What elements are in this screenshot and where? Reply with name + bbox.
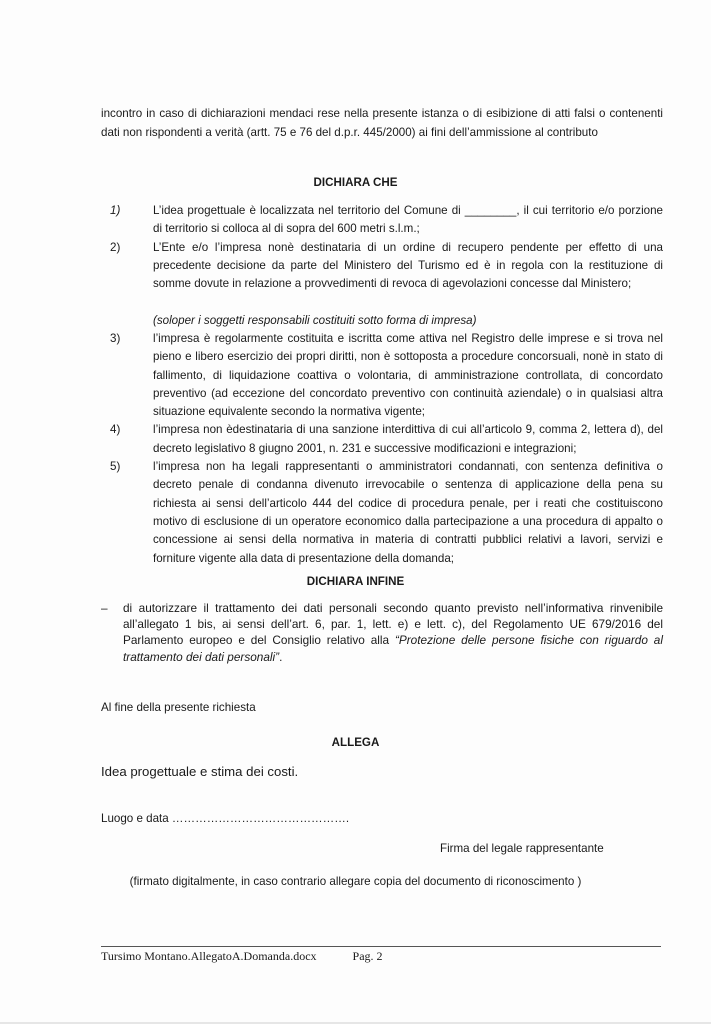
list-item <box>101 600 663 665</box>
dichiara-infine-list <box>101 600 663 665</box>
item-number: 2) <box>110 240 121 254</box>
luogo-data: Luogo e data ………………………………………. <box>101 812 350 825</box>
item-text: L’Ente e/o l’impresa nonè destinataria di un ordine di recupero pendente per effetto di una precedente decisione da parte del Ministero del Turismo ed è in regola con la restituzione di somme dovute in relazione a provvedimenti di revoca di agevolazioni concesse dal Ministero; <box>153 240 663 291</box>
item-text: di autorizzare il trattamento dei dati personali secondo quanto previsto nell’informativa rinvenibile all’allegato 1 bis, ai sensi dell’art. 6, par. 1, lett. e) e lett. c), del Regolamento UE 679/2016 del Parlamento europeo e del Consiglio relativo alla <box>123 601 663 648</box>
dichiara-infine-heading: DICHIARA INFINE <box>306 575 405 588</box>
footer-divider <box>101 946 661 947</box>
firmato-note: (firmato digitalmente, in caso contrario allegare copia del documento di riconoscimento ) <box>129 875 582 888</box>
page-footer <box>101 949 383 964</box>
item-text-end: . <box>279 649 283 664</box>
item-number: 1) <box>110 204 121 217</box>
subnote: (soloper i soggetti responsabili costituiti sotto forma di impresa) <box>153 314 477 327</box>
item-text: l’impresa non èdestinataria di una sanzione interdittiva di cui all’articolo 9, comma 2, lettera d), del decreto legislativo 8 giugno 2001, n. 231 e successive modificazioni e integrazioni; <box>153 423 663 455</box>
item-number: 4) <box>110 423 121 437</box>
footer-page-number: Pag. 2 <box>352 949 383 963</box>
item-text: l’impresa è regolarmente costituita e iscritta come attiva nel Registro delle imprese e si trova nel pieno e libero esercizio dei propri diritti, non è sottoposta a procedure concorsuali, nonè in stato di fallimento, di liquidazione coattiva o volontaria, di amministrazione controllata, di concordato preventivo (ad eccezione del concordato preventivo con continuità aziendale) o in qualsiasi altra situazione equivalente secondo la normativa vigente; <box>153 332 663 419</box>
dichiara-che-list-continued <box>101 312 663 568</box>
allega-item: Idea progettuale e stima dei costi. <box>101 764 299 779</box>
list-item <box>101 239 663 294</box>
list-item <box>101 330 663 421</box>
item-text: l’impresa non ha legali rappresentanti o amministratori condannati, con sentenza definitiva o decreto penale di condanna divenuto irrevocabile o sentenza di applicazione della pena su richiesta ai sensi dell’articolo 444 del codice di procedura penale, per i reati che costituiscono motivo di esclusione di un operatore economico dalla partecipazione a una procedura di appalto o concessione ai sensi della normativa in materia di contratti pubblici relativi a lavori, servizi e forniture vigente alla data di presentazione della domanda; <box>153 460 663 565</box>
firma-label: Firma del legale rappresentante <box>440 842 604 855</box>
intro-paragraph: incontro in caso di dichiarazioni mendaci rese nella presente istanza o di esibizione di atti falsi o contenenti dati non rispondenti a verità (artt. 75 e 76 del d.p.r. 445/2000) ai fini dell’ammissione al contributo <box>101 107 663 139</box>
list-item <box>101 458 663 568</box>
item-number: 5) <box>110 460 121 474</box>
list-item <box>101 202 663 239</box>
allega-heading: ALLEGA <box>331 736 380 749</box>
dichiara-che-list <box>101 202 663 293</box>
item-text: L’idea progettuale è localizzata nel territorio del Comune di ________, il cui territorio e/o porzione di territorio si colloca al di sopra del 600 metri s.l.m.; <box>153 204 663 236</box>
item-number: 3) <box>110 332 121 345</box>
item-text-italic: “Protezione delle persone fisiche con riguardo al trattamento dei dati personali” <box>123 633 663 664</box>
dichiara-che-heading: DICHIARA CHE <box>313 176 398 189</box>
al-fine-text: Al fine della presente richiesta <box>101 701 256 714</box>
footer-filename: Tursimo Montano.AllegatoA.Domanda.docx <box>101 949 317 963</box>
list-item <box>101 421 663 458</box>
dash-bullet: – <box>101 601 108 615</box>
